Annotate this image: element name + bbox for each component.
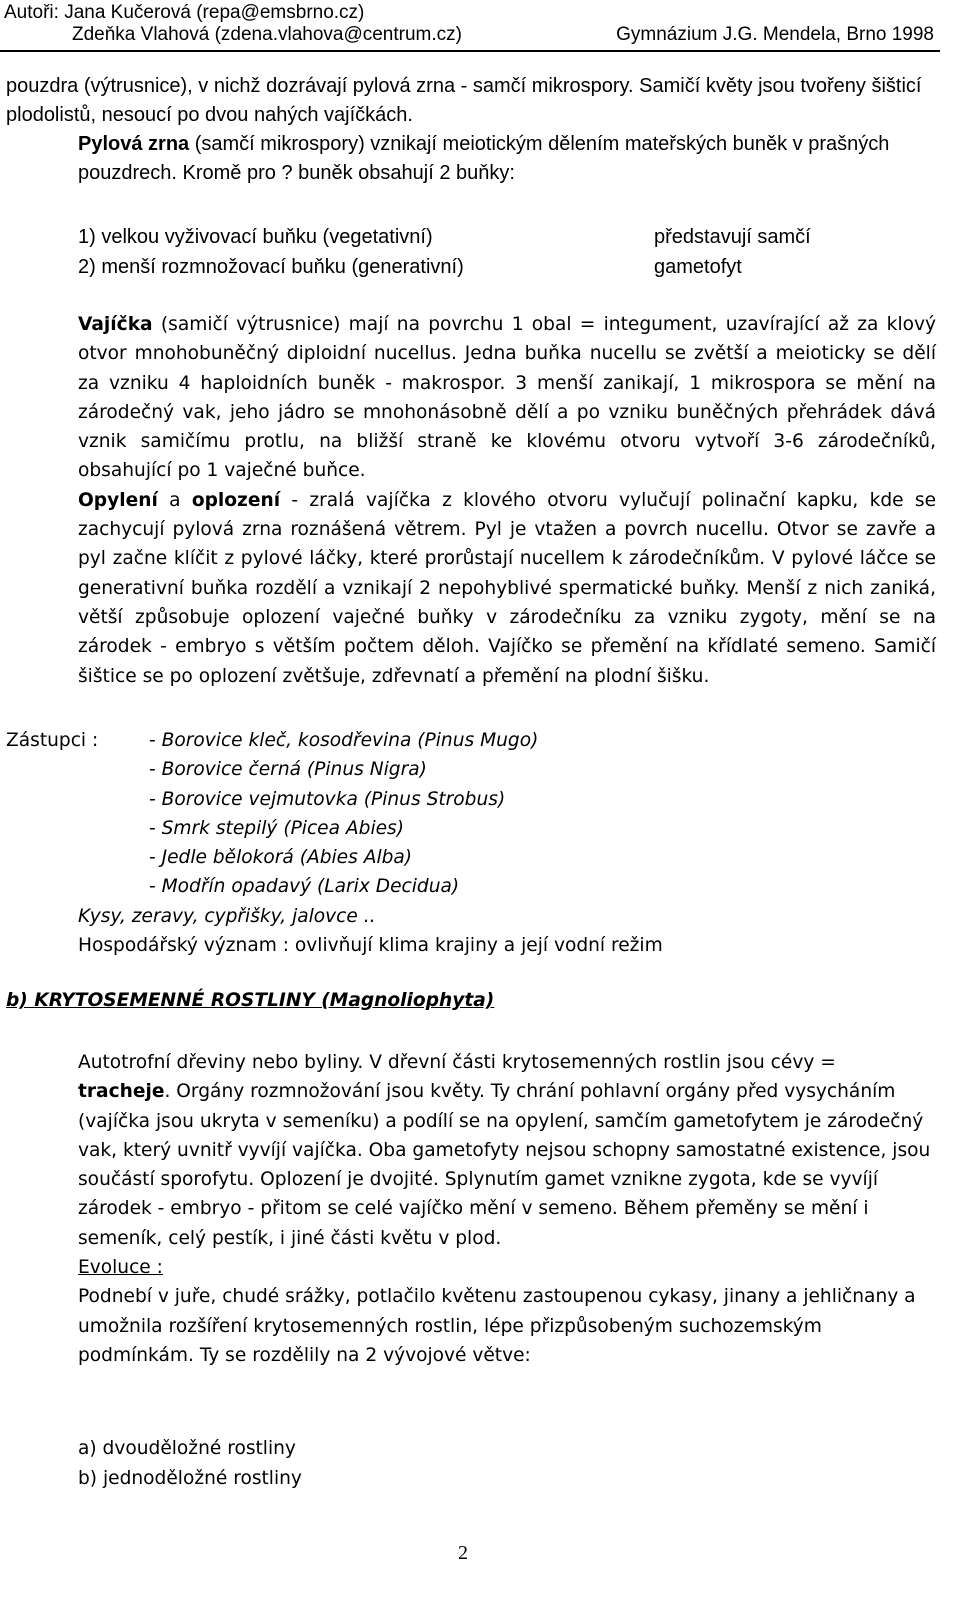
pollination-and: a	[157, 489, 192, 511]
fertilization-term: oplození	[191, 489, 281, 511]
pollen-term: Pylová zrna	[78, 133, 190, 155]
evolution-heading: Evoluce :	[78, 1257, 163, 1279]
other-representatives	[78, 902, 938, 961]
coauthor-line: Zdeňka Vlahová (zdena.vlahova@centrum.cz)	[72, 24, 462, 45]
ovule-term: Vajíčka	[78, 314, 153, 335]
representative-item: - Borovice černá (Pinus Nigra)	[149, 759, 427, 781]
branch-item: b) jednoděložné rostliny	[78, 1468, 302, 1489]
page-number: 2	[458, 1542, 468, 1564]
representative-item: - Modřín opadavý (Larix Decidua)	[149, 876, 460, 898]
school-line: Gymnázium J.G. Mendela, Brno 1998	[616, 24, 934, 45]
cell-note-line-1: představují samčí	[654, 226, 811, 248]
representative-item: - Borovice vejmutovka (Pinus Strobus)	[149, 788, 506, 810]
page-header	[0, 0, 960, 52]
cell-item-2: 2) menší rozmnožovací buňku (generativní)	[78, 256, 464, 278]
header-divider	[0, 50, 940, 52]
authors-line: Autoři: Jana Kučerová (repa@emsbrno.cz)	[4, 2, 365, 23]
intro-block	[6, 72, 936, 188]
ovule-text: (samičí výtrusnice) mají na povrchu 1 obal = integument, uzavírající až za klový otvor mnohobuněčný diploidní nucellus. Jedna buňka nucellu se zvětší a meioticky se dělí za vzniku 4 haploidních buněk - makrospor. 3 menší zanikají, 1 mikrospora se mění na zárodečný vak, jeho jádro se mnohonásobně dělí a po vzniku buněčných přehrádek dává vznik samičímu protlu, na bližší straně ke klovému otvoru vytvoří 3-6 zárodečníků, obsahující po 1 vaječné buňce.	[78, 314, 936, 482]
angiosperm-text-start: Autotrofní dřeviny nebo byliny. V dřevní části krytosemenných rostlin jsou cévy =	[78, 1052, 836, 1073]
section-heading: b) KRYTOSEMENNÉ ROSTLINY (Magnoliophyta)	[6, 990, 495, 1011]
branch-item: a) dvouděložné rostliny	[78, 1438, 296, 1459]
representative-item: - Borovice kleč, kosodřevina (Pinus Mugo)	[149, 730, 539, 751]
pollen-text: (samčí mikrospory) vznikají meiotickým dělením mateřských buněk v prašných pouzdrech. Kromě pro ? buněk obsahují 2 buňky:	[78, 133, 890, 184]
pollen-paragraph	[6, 130, 936, 188]
evolution-heading-line	[6, 1253, 932, 1282]
representative-item: - Jedle bělokorá (Abies Alba)	[149, 847, 413, 869]
cell-list	[78, 222, 464, 282]
intro-paragraph: pouzdra (výtrusnice), v nichž dozrávají pylová zrna - samčí mikrospory. Samičí květy jsou tvořeny šišticí plodolistů, nesoucí po dvou nahých vajíčkách.	[6, 75, 922, 126]
cell-note-line-2: gametofyt	[654, 256, 742, 278]
ovule-paragraph	[6, 310, 936, 486]
evolution-paragraph: Podnebí v juře, chudé srážky, potlačilo květenu zastoupenou cykasy, jinany a jehličnany a umožnila rozšíření krytosemenných rostlin, lépe přizpůsobeným suchozemským podmínkám. Ty se rozdělily na 2 vývojové větve:	[78, 1286, 916, 1366]
pollination-term: Opylení	[78, 489, 158, 511]
evolution-branches	[78, 1434, 302, 1494]
cell-note	[654, 222, 811, 282]
angiosperm-paragraph	[6, 1048, 932, 1253]
tracheje-term: tracheje	[78, 1081, 165, 1103]
economic-significance: Hospodářský význam : ovlivňují klima krajiny a její vodní režim	[78, 935, 663, 957]
cell-item-1: 1) velkou vyživovací buňku (vegetativní)	[78, 226, 433, 248]
representative-item: - Smrk stepilý (Picea Abies)	[149, 817, 404, 839]
representatives-list	[149, 726, 849, 902]
other-species: Kysy, zeravy, cypřišky, jalovce ..	[78, 906, 376, 927]
angiosperm-text-rest: . Orgány rozmnožování jsou květy. Ty chrání pohlavní orgány před vysycháním (vajíčka jsou ukryta v semeníku) a podílí se na opylení, samčím gametofytem je zárodečný vak, který uvnitř vyvíjí vajíčka. Oba gametofyty nejsou schopny samostatné existence, jsou součástí sporofytu. Oplození je dvojité. Splynutím gamet vznikne zygota, kde se vyvíjí zárodek - embryo - přitom se celé vajíčko mění v semeno. Během přeměny se mění i semeník, celý pestík, i jiné části květu v plod.	[78, 1081, 931, 1249]
angiosperm-block	[6, 1048, 932, 1370]
representatives-label: Zástupci :	[6, 730, 99, 751]
pollination-text: - zralá vajíčka z klového otvoru vylučují polinační kapku, kde se zachycují pylová zrna roznášená větrem. Pyl je vtažen a povrch nucellu. Otvor se zavře a pyl začne klíčit z pylové láčky, které prorůstají nucellem k zárodečníkům. V pylové láčce se generativní buňka rozdělí a vznikají 2 nepohyblivé spermatické buňky. Menší z nich zaniká, větší způsobuje oplození vaječné buňky v zárodečníku za vzniku zygoty, mění se na zárodek - embryo s větším počtem děloh. Vajíčko se přemění na křídlaté semeno. Samičí šištice se po oplození zvětšuje, zdřevnatí a přemění na plodní šišku.	[78, 489, 937, 687]
pollination-paragraph	[6, 486, 936, 691]
ovule-block	[6, 310, 936, 691]
